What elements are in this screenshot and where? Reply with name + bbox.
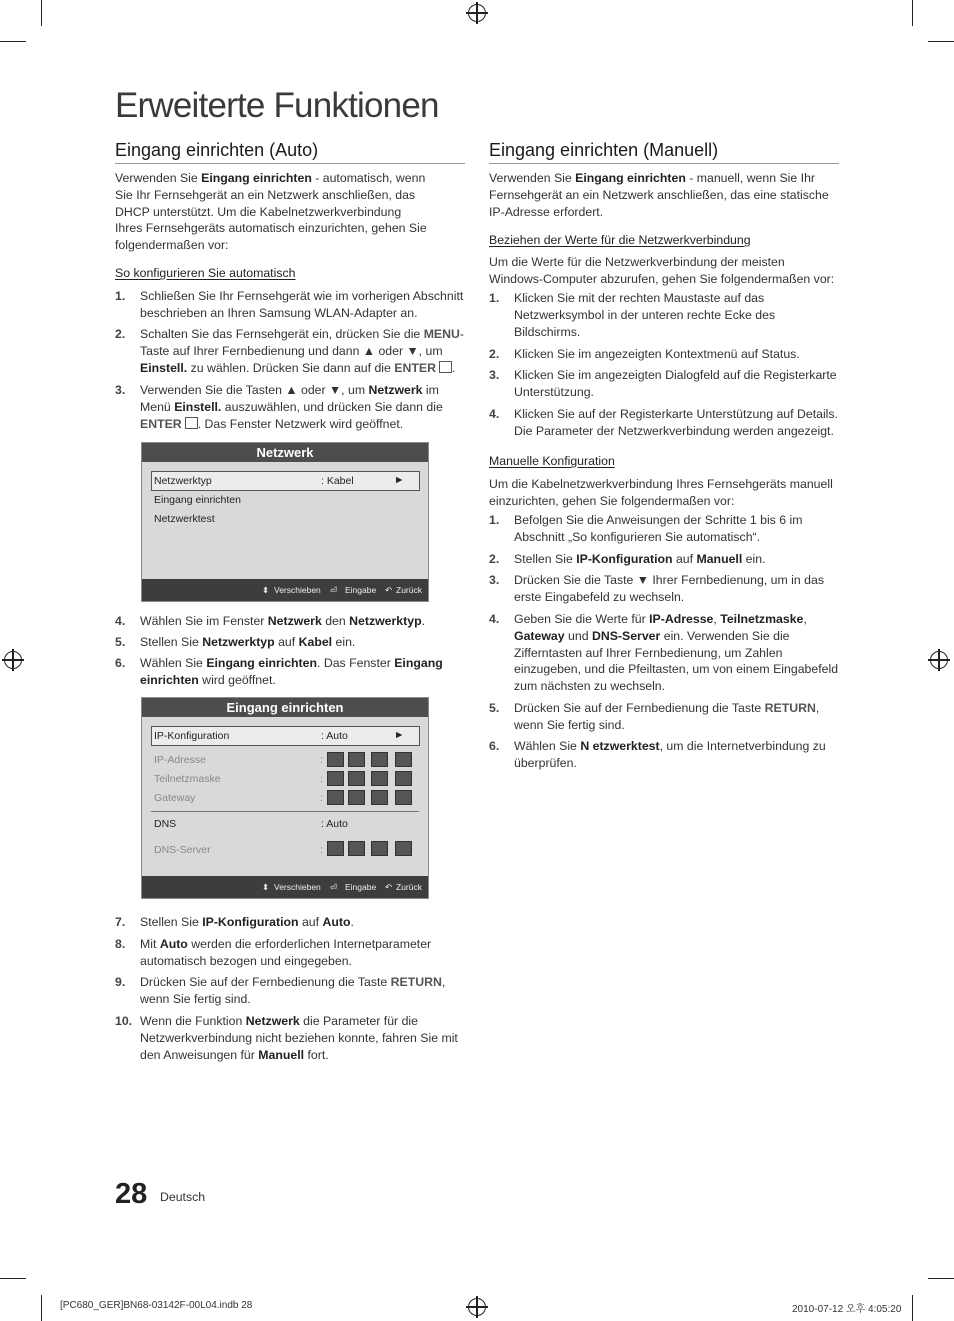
mask-field[interactable]	[371, 771, 388, 786]
registration-mark-icon	[930, 651, 948, 669]
mask-field[interactable]	[327, 771, 344, 786]
right-paragraph: Um die Kabelnetzwerkverbindung Ihres Fernsehgeräts manuell einzurichten, gehen Sie folgendermaßen vor:	[489, 477, 833, 508]
osd-colon: :	[320, 792, 323, 804]
osd-title: Eingang einrichten	[142, 698, 428, 717]
move-icon: ⬍	[262, 882, 270, 892]
crop-mark	[41, 0, 42, 26]
crop-mark	[41, 1295, 42, 1321]
osd-row-label[interactable]: Netzwerktest	[154, 513, 215, 525]
left-heading: Eingang einrichten (Auto)	[115, 140, 319, 160]
osd-row-value: : Auto	[321, 730, 348, 742]
right-intro: Verwenden Sie Eingang einrichten - manuell, wenn Sie Ihr Fernsehgerät an ein Netzwerk anschließen, das eine statische IP-Adresse erfordert.	[489, 171, 829, 219]
osd-row-label: Netzwerktyp	[154, 475, 212, 487]
mask-field[interactable]	[395, 771, 412, 786]
move-icon: ⬍	[262, 585, 270, 595]
ip-field[interactable]	[348, 752, 365, 767]
osd-row-label[interactable]: DNS	[154, 818, 177, 830]
enter-key-icon	[185, 417, 198, 429]
osd-row-label: IP-Konfiguration	[154, 730, 230, 742]
ip-field[interactable]	[395, 752, 412, 767]
osd-colon: :	[320, 754, 323, 766]
arrow-right-icon: ►	[394, 729, 405, 741]
footer-back: Zurück	[396, 585, 422, 595]
heading-rule	[489, 163, 839, 164]
gateway-field[interactable]	[371, 790, 388, 805]
enter-key-icon	[439, 361, 452, 373]
gateway-field[interactable]	[327, 790, 344, 805]
left-intro: Verwenden Sie Eingang einrichten - automatisch, wenn Sie Ihr Fernsehgerät an ein Netzwerk anschließen, das DHCP unterstützt. Um die Kabelnetzwerkverbindung Ihres Fernsehgeräts automatisch einzurichten, gehen Sie folgendermaßen vor:	[115, 171, 427, 253]
osd-row-value: : Auto	[321, 818, 348, 830]
osd-row-label[interactable]: Eingang einrichten	[154, 494, 241, 506]
crop-mark	[0, 41, 26, 42]
osd-network-window	[141, 442, 429, 602]
dns-field[interactable]	[395, 841, 412, 856]
osd-row-label: IP-Adresse	[154, 754, 206, 766]
gateway-field[interactable]	[395, 790, 412, 805]
registration-mark-icon	[468, 1298, 486, 1316]
left-subheading: So konfigurieren Sie automatisch	[115, 266, 296, 280]
right-subheading: Beziehen der Werte für die Netzwerkverbindung	[489, 233, 751, 247]
right-heading: Eingang einrichten (Manuell)	[489, 140, 719, 160]
gateway-field[interactable]	[348, 790, 365, 805]
osd-row-label: Gateway	[154, 792, 196, 804]
crop-mark	[0, 1278, 26, 1279]
crop-mark	[928, 1278, 954, 1279]
dns-field[interactable]	[371, 841, 388, 856]
osd-colon: :	[320, 773, 323, 785]
footer-move: Verschieben	[274, 585, 321, 595]
osd-divider	[151, 811, 419, 812]
footer-enter: Eingabe	[345, 585, 377, 595]
crop-mark	[912, 1295, 913, 1321]
enter-icon: ⏎	[330, 882, 338, 892]
footer-move: Verschieben	[274, 882, 321, 892]
crop-mark	[928, 41, 954, 42]
osd-colon: :	[320, 844, 323, 856]
osd-footer	[142, 579, 428, 601]
ip-field[interactable]	[371, 752, 388, 767]
ip-field[interactable]	[327, 752, 344, 767]
footer-back: Zurück	[396, 882, 422, 892]
page-title: Erweiterte Funktionen	[115, 86, 439, 125]
dns-field[interactable]	[327, 841, 344, 856]
crop-mark	[912, 0, 913, 26]
mask-field[interactable]	[348, 771, 365, 786]
osd-row-label: DNS-Server	[154, 844, 211, 856]
footer-enter: Eingabe	[345, 882, 377, 892]
imprint-right: 2010-07-12 오후 4:05:20	[792, 1304, 902, 1315]
osd-row-label: Teilnetzmaske	[154, 773, 221, 785]
return-icon: ↶	[385, 585, 393, 595]
osd-title: Netzwerk	[142, 443, 428, 462]
osd-footer	[142, 876, 428, 898]
return-icon: ↶	[385, 882, 393, 892]
registration-mark-icon	[4, 651, 22, 669]
enter-icon: ⏎	[330, 585, 338, 595]
imprint-left: [PC680_GER]BN68-03142F-00L04.indb 28	[60, 1300, 253, 1311]
osd-setup-window	[141, 697, 429, 899]
heading-rule	[115, 163, 465, 164]
page-language: Deutsch	[160, 1190, 206, 1204]
registration-mark-icon	[468, 4, 486, 22]
dns-field[interactable]	[348, 841, 365, 856]
arrow-right-icon: ►	[394, 474, 405, 486]
right-subheading: Manuelle Konfiguration	[489, 454, 615, 468]
page-number: 28	[115, 1178, 148, 1210]
right-paragraph: Um die Werte für die Netzwerkverbindung der meisten Windows-Computer abzurufen, gehen Sie folgendermaßen vor:	[489, 255, 835, 286]
osd-row-value: : Kabel	[321, 475, 354, 487]
